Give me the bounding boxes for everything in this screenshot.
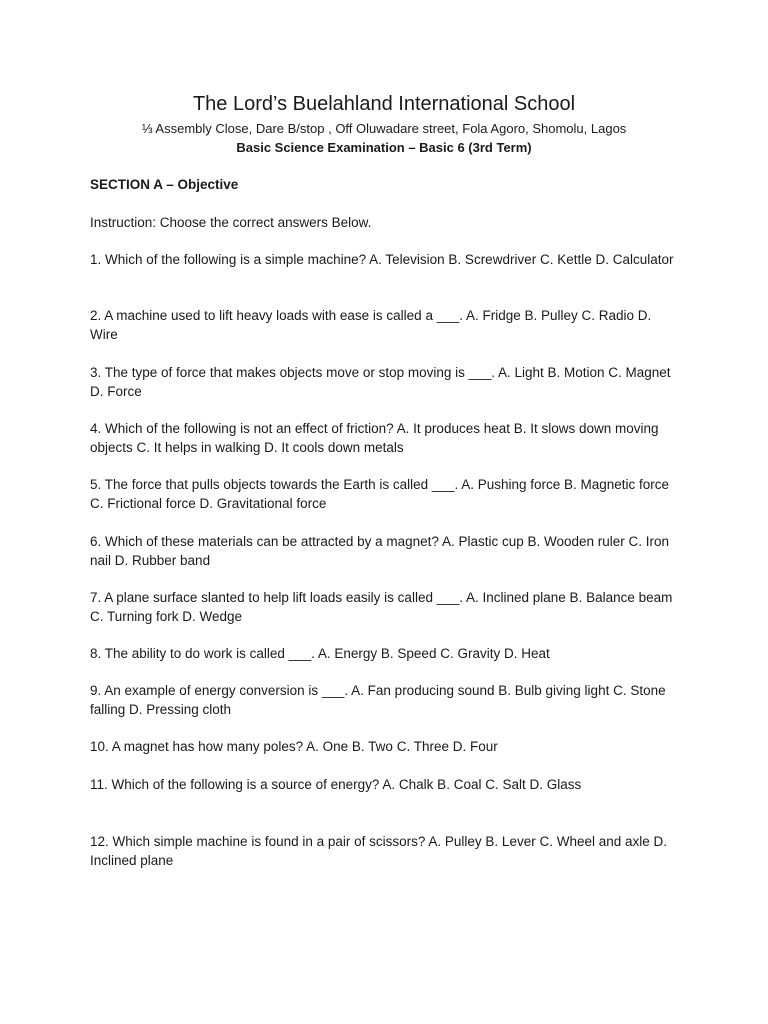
question-10: 10. A magnet has how many poles? A. One B. Two C. Three D. Four [90,739,498,754]
question-11: 11. Which of the following is a source of energy? A. Chalk B. Coal C. Salt D. Glass [90,777,582,792]
instruction-text: Instruction: Choose the correct answers Below. [90,215,372,230]
question-2: 2. A machine used to lift heavy loads with ease is called a ___. A. Fridge B. Pulley C. Radio D. Wire [90,308,652,342]
school-name: The Lord’s Buelahland International School [192,93,576,115]
question-6: 6. Which of these materials can be attracted by a magnet? A. Plastic cup B. Wooden ruler C. Iron nail D. Rubber band [90,534,670,568]
school-address: ⅓ Assembly Close, Dare B/stop , Off Oluwadare street, Fola Agoro, Shomolu, Lagos [141,121,627,136]
question-12: 12. Which simple machine is found in a pair of scissors? A. Pulley B. Lever C. Wheel and axle D. Inclined plane [90,834,668,868]
question-9: 9. An example of energy conversion is ___. A. Fan producing sound B. Bulb giving light C. Stone falling D. Pressing cloth [90,683,666,717]
question-3: 3. The type of force that makes objects move or stop moving is ___. A. Light B. Motion C. Magnet D. Force [90,365,671,399]
question-8: 8. The ability to do work is called ___. A. Energy B. Speed C. Gravity D. Heat [90,646,550,661]
document-header [0,90,768,157]
question-4: 4. Which of the following is not an effect of friction? A. It produces heat B. It slows down moving objects C. It helps in walking D. It cools down metals [90,421,659,455]
section-heading: SECTION A – Objective [90,177,239,192]
question-1: 1. Which of the following is a simple machine? A. Television B. Screwdriver C. Kettle D. Calculator [90,252,674,267]
exam-title: Basic Science Examination – Basic 6 (3rd Term) [236,140,532,155]
question-5: 5. The force that pulls objects towards the Earth is called ___. A. Pushing force B. Magnetic force C. Frictional force D. Gravitational force [90,477,670,511]
question-7: 7. A plane surface slanted to help lift loads easily is called ___. A. Inclined plane B. Balance beam C. Turning fork D. Wedge [90,590,673,624]
